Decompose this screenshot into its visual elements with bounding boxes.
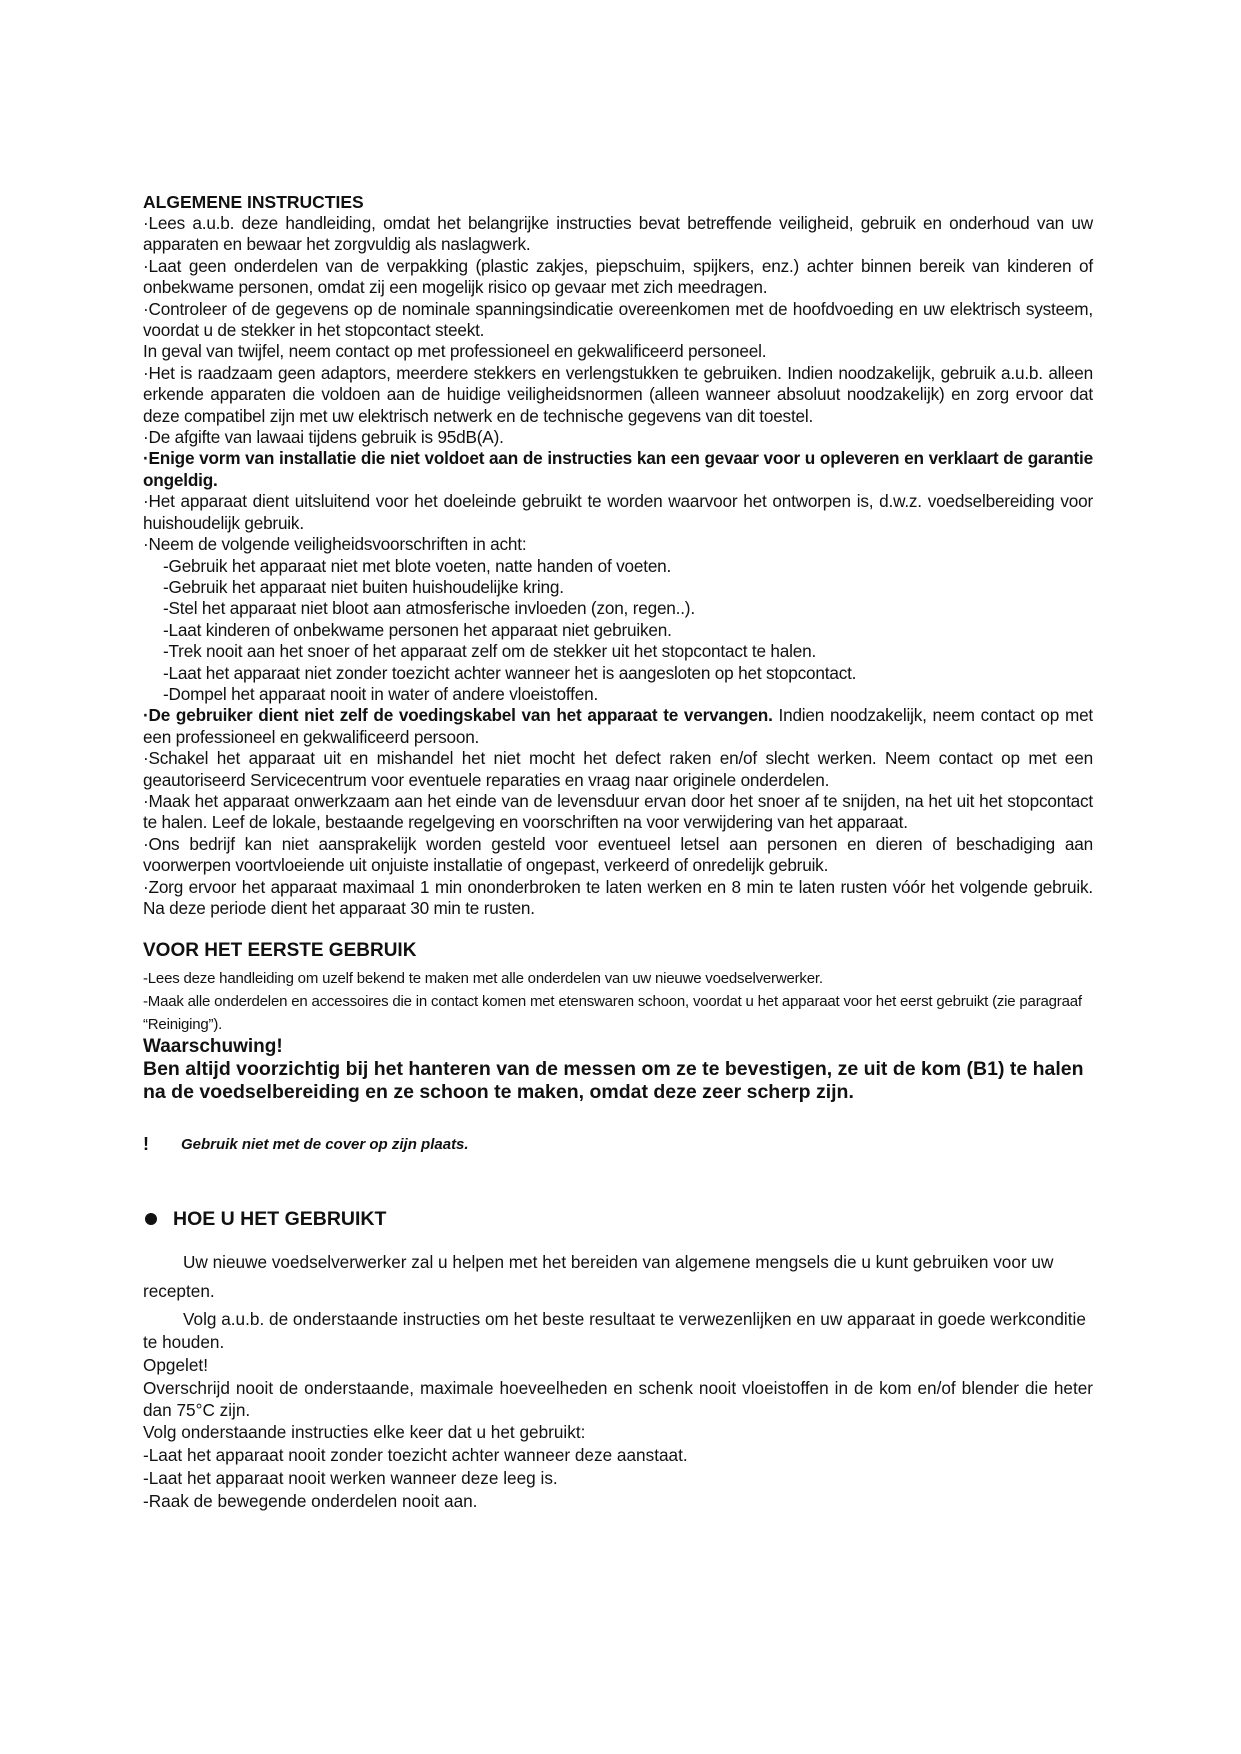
warning-text: Ben altijd voorzichtig bij het hanteren van de messen om ze te bevestigen, ze uit de kom (B1) te halen na de voedselbereiding en ze schoon te maken, omdat deze zeer scherp zijn. — [143, 1058, 1084, 1104]
safety-rule: -Gebruik het apparaat niet met blote voeten, natte handen of voeten. — [163, 555, 672, 576]
paragraph: Volg onderstaande instructies elke keer dat u het gebruikt: — [143, 1421, 586, 1442]
paragraph: Overschrijd nooit de onderstaande, maximale hoeveelheden en schenk nooit vloeistoffen in de kom en/of blender die heter dan 75°C zijn. — [143, 1377, 1093, 1420]
section-title-text: HOE U HET GEBRUIKT — [173, 1208, 387, 1231]
paragraph — [143, 705, 1093, 748]
list-item: -Raak de bewegende onderdelen nooit aan. — [143, 1490, 478, 1511]
paragraph: ·Controleer of de gegevens op de nominale spanningsindicatie overeenkomen met de hoofdvoeding en uw elektrisch systeem, voordat u de stekker in het stopcontact steekt. — [143, 298, 1093, 341]
paragraph: Volg a.u.b. de onderstaande instructies om het beste resultaat te verwezenlijken en uw apparaat in goede werkconditie te houden. — [143, 1308, 1086, 1352]
paragraph: ·De afgifte van lawaai tijdens gebruik is 95dB(A). — [143, 427, 504, 448]
section-general-instructions — [143, 192, 1093, 919]
exclamation-icon: ! — [143, 1134, 149, 1155]
paragraph: ·Laat geen onderdelen van de verpakking (plastic zakjes, piepschuim, spijkers, enz.) achter binnen bereik van kinderen of onbekwame personen, omdat zij een mogelijk risico op gevaar met zich meedragen. — [143, 255, 1093, 298]
text: Indien noodzakelijk, neem contact op met een professioneel en gekwalificeerd persoon. — [143, 705, 1094, 747]
paragraph: ·Lees a.u.b. deze handleiding, omdat het belangrijke instructies bevat betreffende veiligheid, gebruik en onderhoud van uw apparaten en bewaar het zorgvuldig als naslagwerk. — [143, 213, 1093, 255]
paragraph: Opgelet! — [143, 1354, 208, 1375]
safety-rule: -Dompel het apparaat nooit in water of andere vloeistoffen. — [163, 683, 599, 704]
paragraph: ·Ons bedrijf kan niet aansprakelijk worden gesteld voor eventueel letsel aan personen en dieren of beschadiging aan voorwerpen voortvloeiende uit onjuiste installatie of ongepast, verkeerd of onredelijk gebruik. — [143, 833, 1093, 876]
list-item: -Laat het apparaat nooit werken wanneer deze leeg is. — [143, 1467, 558, 1488]
section-how-to-use — [143, 1207, 1093, 1512]
safety-rule: -Stel het apparaat niet bloot aan atmosferische invloeden (zon, regen..). — [163, 598, 695, 619]
paragraph: ·Maak het apparaat onwerkzaam aan het einde van de levensduur ervan door het snoer af te snijden, na het uit het stopcontact te halen. Leef de lokale, bestaande regelgeving en voorschriften na voor verwijdering van het apparaat. — [143, 790, 1093, 833]
paragraph: ·Zorg ervoor het apparaat maximaal 1 min ononderbroken te laten werken en 8 min te laten rusten vóór het volgende gebruik. Na deze periode dient het apparaat 30 min te rusten. — [143, 876, 1093, 918]
section-title: VOOR HET EERSTE GEBRUIK — [143, 940, 417, 962]
caution-note — [143, 1134, 1093, 1155]
paragraph: -Lees deze handleiding om uzelf bekend te maken met alle onderdelen van uw nieuwe voedselverwerker. — [143, 970, 823, 988]
paragraph: ·Het is raadzaam geen adaptors, meerdere stekkers en verlengstukken te gebruiken. Indien noodzakelijk, gebruik a.u.b. alleen erkende apparaten die voldoen aan de huidige veiligheidsnormen (alleen wanneer absoluut noodzakelijk) en zorg ervoor dat deze compatibel zijn met uw elektrisch netwerk en de technische gegevens van dit toestel. — [143, 362, 1093, 426]
paragraph: ·Het apparaat dient uitsluitend voor het doeleinde gebruikt te worden waarvoor het ontworpen is, d.w.z. voedselbereiding voor huishoudelijk gebruik. — [143, 491, 1093, 533]
bullet-icon — [145, 1213, 157, 1225]
document-page — [143, 192, 1093, 1513]
note-text: Gebruik niet met de cover op zijn plaats. — [181, 1136, 469, 1154]
safety-rule: -Gebruik het apparaat niet buiten huishoudelijke kring. — [163, 576, 564, 597]
warning-paragraph: ·Enige vorm van installatie die niet voldoet aan de instructies kan een gevaar voor u opleveren en verklaart de garantie ongeldig. — [143, 448, 1093, 490]
paragraph: -Maak alle onderdelen en accessoires die in contact komen met etenswaren schoon, voordat u het apparaat voor het eerst gebruikt (zie paragraaf “Reiniging”). — [143, 993, 1082, 1034]
warning-title: Waarschuwing! — [143, 1036, 283, 1058]
paragraph: ·Schakel het apparaat uit en mishandel het niet mocht het defect raken en/of slecht werken. Neem contact op met een geautoriseerd Servicecentrum voor eventuele reparaties en vraag naar originele onderdelen. — [143, 748, 1093, 790]
list-item: -Laat het apparaat nooit zonder toezicht achter wanneer deze aanstaat. — [143, 1444, 688, 1465]
paragraph: Uw nieuwe voedselverwerker zal u helpen met het bereiden van algemene mengsels die u kunt gebruiken voor uw recepten. — [143, 1251, 1054, 1301]
safety-rule: -Trek nooit aan het snoer of het apparaat zelf om de stekker uit het stopcontact te halen. — [163, 641, 817, 662]
safety-rule: -Laat het apparaat niet zonder toezicht achter wanneer het is aangesloten op het stopcontact. — [163, 662, 857, 683]
section-title — [143, 1207, 1093, 1231]
bold-text: ·De gebruiker dient niet zelf de voedingskabel van het apparaat te vervangen. — [143, 705, 773, 726]
safety-rule: -Laat kinderen of onbekwame personen het apparaat niet gebruiken. — [163, 619, 672, 640]
section-title: ALGEMENE INSTRUCTIES — [143, 192, 364, 212]
section-first-use — [143, 939, 1093, 1155]
paragraph: ·Neem de volgende veiligheidsvoorschriften in acht: — [143, 534, 527, 555]
paragraph: In geval van twijfel, neem contact op met professioneel en gekwalificeerd personeel. — [143, 341, 767, 362]
